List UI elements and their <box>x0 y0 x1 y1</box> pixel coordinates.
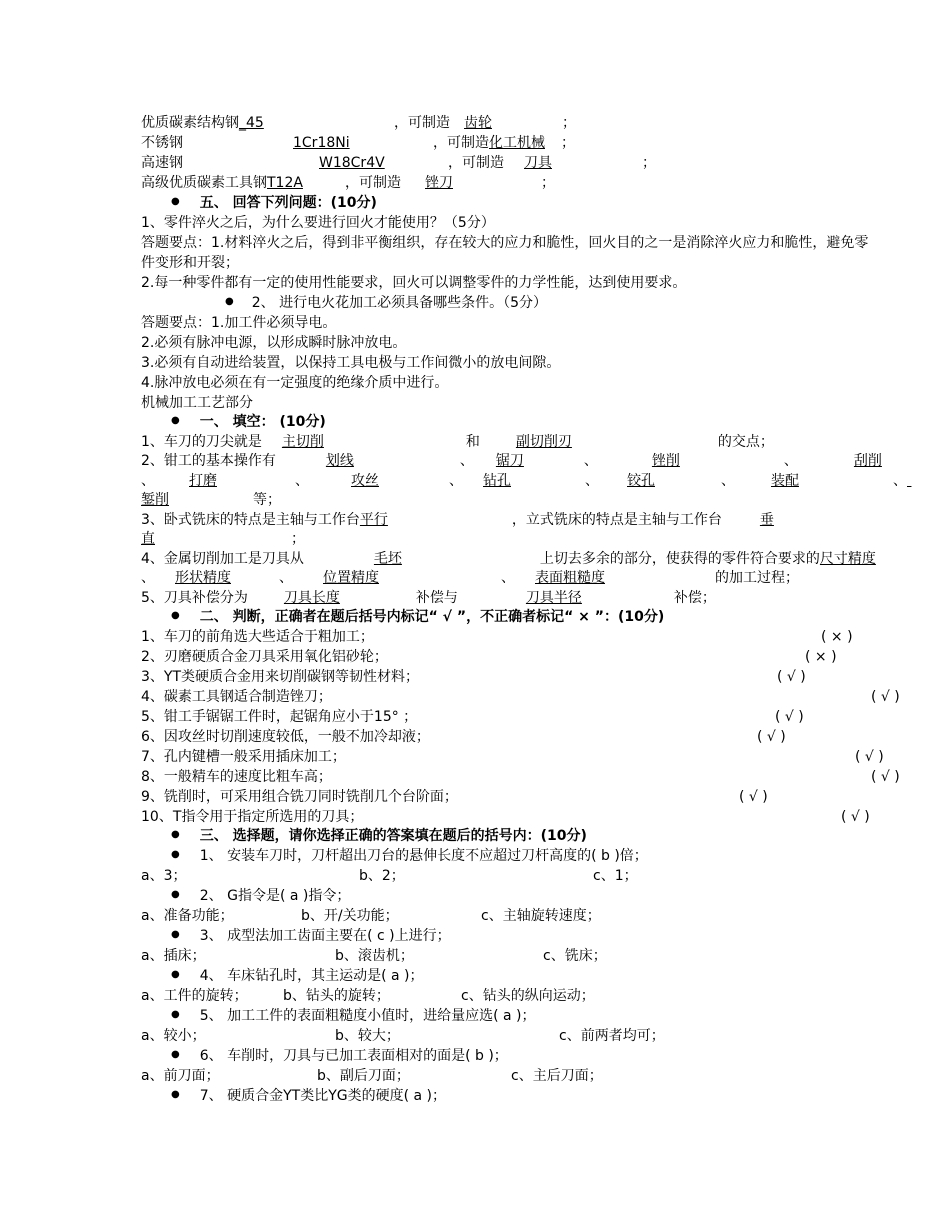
bullet-icon: ● <box>171 1009 180 1020</box>
line-text: 高速钢 <box>141 155 183 171</box>
question-text: 2、 G指令是( a )指令； <box>199 888 351 904</box>
option-a: a、插床； <box>141 948 206 964</box>
heading-text: 三、 选择题，请你选择正确的答案填在题后的括号内：(10分) <box>199 828 587 844</box>
question-text: 2、 进行电火花加工必须具备哪些条件。（5分） <box>251 295 547 311</box>
line-text: 等； <box>253 492 281 508</box>
question-text: 4、 车床钻孔时，其主运动是( a )； <box>199 968 424 984</box>
option-a: a、较小； <box>141 1028 206 1044</box>
judge-row <box>141 787 950 807</box>
option-a: a、工件的旋转； <box>141 988 248 1004</box>
line-text: ； <box>291 531 305 547</box>
answer-blank: 直 <box>141 531 155 547</box>
bullet-icon: ● <box>171 829 180 840</box>
judge-answer: ( × ) <box>821 629 853 645</box>
judge-row <box>141 807 950 827</box>
fill-line-2b <box>141 471 947 491</box>
judge-row <box>141 687 950 707</box>
choice-options <box>141 866 950 886</box>
answer-blank: 表面粗糙度 <box>535 570 605 586</box>
answer-blank: 位置精度 <box>323 570 379 586</box>
option-c: c、主轴旋转速度； <box>481 908 601 924</box>
section-heading-1 <box>171 412 326 432</box>
answer-blank: 尺寸精度 <box>819 551 876 567</box>
judge-answer: ( √ ) <box>757 729 786 745</box>
heading-text: 一、 填空： (10分) <box>199 414 326 430</box>
judge-question: 6、因攻丝时切削速度较低，一般不加冷却液； <box>141 729 430 745</box>
line-text: 优质碳素结构钢 <box>141 115 239 131</box>
answer-blank: _45 <box>239 115 264 131</box>
fill-line-4 <box>141 549 876 569</box>
bullet-icon: ● <box>171 849 180 860</box>
option-b: b、较大； <box>335 1028 400 1044</box>
answer-blank: 主切削 <box>281 434 324 450</box>
choice-options <box>141 1026 950 1046</box>
line-text: 的加工过程； <box>715 570 799 586</box>
answer-text: 2.必须有脉冲电源，以形成瞬时脉冲放电。 <box>141 335 407 351</box>
option-a: a、前刀面； <box>141 1068 220 1084</box>
judge-question: 2、刃磨硬质合金刀具采用氧化铝砂轮； <box>141 649 388 665</box>
answer-blank: 化工机械 <box>489 135 545 151</box>
judge-question: 4、碳素工具钢适合制造锉刀； <box>141 689 332 705</box>
bullet-icon: ● <box>171 610 180 621</box>
fill-line-2c <box>141 490 281 510</box>
line-text: 上切去多余的部分，使获得的零件符合要求的 <box>539 551 820 567</box>
line-text: ，可制造 <box>448 155 504 171</box>
answer-blank: 锉刀 <box>425 175 453 191</box>
judge-row <box>141 767 950 787</box>
material-line-3 <box>141 153 656 173</box>
bullet-icon: ● <box>171 929 180 940</box>
line-text: 、 <box>279 570 293 586</box>
line-text: 补偿； <box>673 590 716 606</box>
answer-blank: 毛坯 <box>373 551 402 567</box>
line-text: ； <box>642 155 656 171</box>
option-b: b、开/关功能； <box>301 908 399 924</box>
judge-row <box>141 667 950 687</box>
line-text: 不锈钢 <box>141 135 183 151</box>
answer-blank: 锯刀 <box>495 453 524 469</box>
option-c: c、铣床； <box>543 948 607 964</box>
choice-question <box>171 1046 508 1066</box>
judge-question: 9、铣削时，可采用组合铣刀同时铣削几个台阶面； <box>141 789 458 805</box>
line-text: ，可制造 <box>433 135 489 151</box>
answer-blank: 装配 <box>771 473 799 489</box>
question-text: 1、 安装车刀时，刀杆超出刀台的悬伸长度不应超过刀杆高度的( b )倍； <box>199 848 648 864</box>
option-c: c、1； <box>593 868 638 884</box>
section-heading-3 <box>171 826 587 846</box>
bullet-icon: ● <box>171 196 180 207</box>
judge-row <box>141 707 950 727</box>
judge-question: 7、孔内键槽一般采用插床加工； <box>141 749 346 765</box>
answer-blank: 刀具长度 <box>283 590 340 606</box>
line-text: 2、钳工的基本操作有 <box>141 453 276 469</box>
answer-blank: 打磨 <box>189 473 217 489</box>
answer-blank: 平行 <box>359 512 388 528</box>
choice-options <box>141 986 950 1006</box>
option-b: b、2； <box>359 868 405 884</box>
answer-blank: 攻丝 <box>351 473 379 489</box>
judge-question: 1、车刀的前角选大些适合于粗加工； <box>141 629 374 645</box>
document-page <box>141 0 950 1230</box>
option-c: c、前两者均可； <box>559 1028 665 1044</box>
material-line-1 <box>141 113 576 133</box>
choice-question <box>171 1086 446 1106</box>
line-text: 、 <box>459 453 474 469</box>
judge-row <box>141 747 950 767</box>
line-text: ； <box>561 135 575 151</box>
judge-question: 3、YT类硬质合金用来切削碳钢等韧性材料； <box>141 669 420 685</box>
answer-blank: 划线 <box>325 453 354 469</box>
answer-text: 4.脉冲放电必须在有一定强度的绝缘介质中进行。 <box>141 375 449 391</box>
line-text: 的交点； <box>717 434 774 450</box>
choice-question <box>171 886 350 906</box>
line-text: 3、卧式铣床的特点是主轴与工作台 <box>141 512 360 528</box>
answer-blank: 副切削刃 <box>515 434 572 450</box>
line-text: ； <box>541 175 555 191</box>
judge-row <box>141 647 950 667</box>
bullet-icon: ● <box>171 415 180 426</box>
line-text: ，可制造 <box>345 175 401 191</box>
fill-line-3b <box>141 529 305 549</box>
answer-text: 3.必须有自动进给装置，以保持工具电极与工作间微小的放电间隙。 <box>141 355 561 371</box>
answer-blank: W18Cr4V <box>319 155 385 171</box>
choice-question <box>171 1006 536 1026</box>
part-title: 机械加工工艺部分 <box>141 395 253 411</box>
heading-text: 二、 判断，正确者在题后括号内标记“ √ ”，不正确者标记“ × ”：(10分) <box>199 609 665 625</box>
bullet-icon: ● <box>171 1089 180 1100</box>
judge-answer: ( √ ) <box>871 769 900 785</box>
bullet-icon: ● <box>225 296 234 307</box>
judge-question: 10、T指令用于指定所选用的刀具； <box>141 809 364 825</box>
judge-question: 5、钳工手锯锯工件时，起锯角应小于15° ； <box>141 709 418 725</box>
answer-text: 2.每一种零件都有一定的使用性能要求，回火可以调整零件的力学性能，达到使用要求。 <box>141 275 687 291</box>
answer-blank: 铰孔 <box>627 473 655 489</box>
judge-question: 8、一般精车的速度比粗车高； <box>141 769 332 785</box>
line-text: 、 <box>295 473 309 489</box>
answer-blank: 钻孔 <box>483 473 511 489</box>
line-text: 、 <box>783 453 798 469</box>
judge-row <box>141 627 950 647</box>
answer-blank: 刀具 <box>524 155 552 171</box>
line-text: ； <box>562 115 576 131</box>
question-text: 3、 成型法加工齿面主要在( c )上进行； <box>199 928 451 944</box>
line-text: 高级优质碳素工具钢 <box>141 175 267 191</box>
line-text: 、 <box>583 453 598 469</box>
bullet-icon: ● <box>171 889 180 900</box>
answer-blank: 垂 <box>759 512 774 528</box>
question-text: 6、 车削时，刀具与已加工表面相对的面是( b )； <box>199 1048 508 1064</box>
bullet-icon: ● <box>171 1049 180 1060</box>
line-text: 、 <box>585 473 599 489</box>
judge-answer: ( √ ) <box>775 709 804 725</box>
line-text: 和 <box>465 434 480 450</box>
choice-options <box>141 1066 950 1086</box>
line-text: 、 <box>501 570 515 586</box>
material-line-2 <box>141 133 575 153</box>
line-text: ，立式铣床的特点是主轴与工作台 <box>511 512 722 528</box>
line-text: 、 <box>141 473 155 489</box>
answer-blank <box>907 471 947 491</box>
answer-blank: 锉削 <box>651 453 680 469</box>
answer-text: 件变形和开裂； <box>141 255 239 271</box>
line-text: 、 <box>141 570 155 586</box>
answer-blank: 錾削 <box>141 492 169 508</box>
option-a: a、准备功能； <box>141 908 234 924</box>
answer-blank: 形状精度 <box>175 570 231 586</box>
judge-answer: ( √ ) <box>841 809 870 825</box>
answer-blank: 刀具半径 <box>525 590 582 606</box>
line-text: 、 <box>721 473 735 489</box>
judge-answer: ( √ ) <box>739 789 768 805</box>
line-text: 1、车刀的刀尖就是 <box>141 434 262 450</box>
answer-blank: 刮削 <box>853 453 882 469</box>
answer-text: 答题要点：1.加工件必须导电。 <box>141 315 337 331</box>
judge-answer: ( √ ) <box>871 689 900 705</box>
section-heading-2 <box>171 607 664 627</box>
answer-blank: 1Cr18Ni <box>293 135 350 151</box>
line-text: 补偿与 <box>415 590 458 606</box>
answer-blank: T12A <box>267 175 303 191</box>
fill-line-3 <box>141 510 776 530</box>
question-text: 5、 加工工件的表面粗糙度小值时，进给量应选( a )； <box>199 1008 536 1024</box>
option-a: a、3； <box>141 868 187 884</box>
option-b: b、滚齿机； <box>335 948 414 964</box>
line-text: 4、金属切削加工是刀具从 <box>141 551 304 567</box>
judge-row <box>141 727 950 747</box>
choice-options <box>141 906 950 926</box>
judge-answer: ( √ ) <box>855 749 884 765</box>
choice-question <box>171 846 648 866</box>
judge-answer: ( × ) <box>805 649 837 665</box>
material-line-4 <box>141 173 555 193</box>
fill-line-2 <box>141 451 918 471</box>
option-b: b、钻头的旋转； <box>283 988 390 1004</box>
line-text: 、 <box>449 473 463 489</box>
option-c: c、钻头的纵向运动； <box>461 988 595 1004</box>
question-text: 1、零件淬火之后，为什么要进行回火才能使用？（5分） <box>141 215 495 231</box>
judge-answer: ( √ ) <box>777 669 806 685</box>
bullet-icon: ● <box>171 969 180 980</box>
fill-line-5 <box>141 588 716 608</box>
option-c: c、主后刀面； <box>511 1068 603 1084</box>
fill-line-1 <box>141 432 774 452</box>
choice-question <box>171 926 451 946</box>
question-text: 7、 硬质合金YT类比YG类的硬度( a )； <box>199 1088 446 1104</box>
heading-text: 五、 回答下列问题：(10分) <box>199 195 377 211</box>
option-b: b、副后刀面； <box>317 1068 410 1084</box>
question-line <box>225 293 547 313</box>
choice-options <box>141 946 950 966</box>
line-text: 、 <box>893 473 907 489</box>
answer-blank: 齿轮 <box>464 115 492 131</box>
line-text: ，可制造 <box>394 115 450 131</box>
choice-question <box>171 966 424 986</box>
fill-line-4b <box>141 568 799 588</box>
line-text: 5、刀具补偿分为 <box>141 590 248 606</box>
answer-text: 答题要点：1.材料淬火之后，得到非平衡组织，存在较大的应力和脆性，回火目的之一是消除淬火应力和脆性，避免零 <box>141 235 869 251</box>
section-heading-5 <box>171 193 377 213</box>
